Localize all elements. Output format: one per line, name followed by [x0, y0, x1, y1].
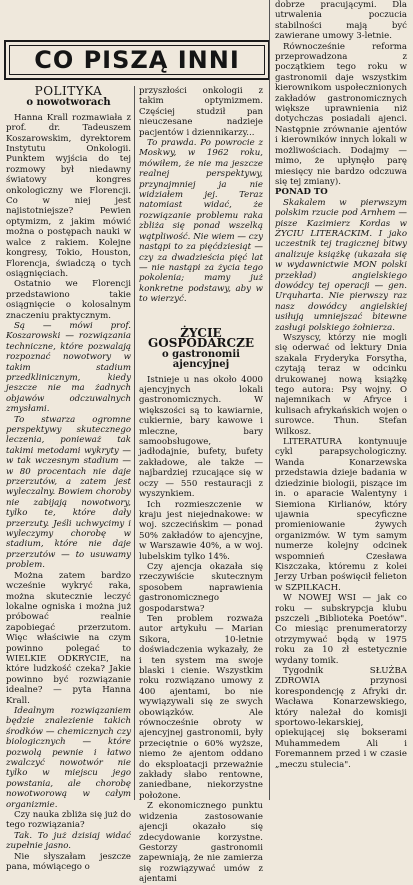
paragraph: Są — mówi prof. Koszarowski — rozwiązania techniczne, które pozwalają rozpoznać nowotwory w takim stadium przedklinicznym, kiedy jeszcze nie ma żadnych objawów odczuwalnych zmysłami. [6, 320, 131, 415]
section-heading-ponad-to: PONAD TO [275, 187, 328, 198]
section-subtitle: o gastronomii ajencyjnej [162, 348, 240, 371]
paragraph: Idealnym rozwiązaniem będzie znalezienie takich środków — chemicznych czy biologicznych — które pozwolą pewnie i łatwo zwalczyć nowotwór nie tylko w miejscu jego powstania, ale chorobę nowotworową w całym organizmie. [6, 705, 131, 810]
paragraph: Czy nauka zbliża się już do tego rozwiązania? [6, 810, 131, 831]
paragraph: Tygodnik SŁUŻBA ZDROWIA przynosi korespondencję z Afryki dr. Wacława Konarzewskiego, który należał do komisji sportowo-lekarskiej, opiekującej się bokserami Muhammedem Ali i Foremannem przed i w czasie „meczu stulecia". [275, 666, 407, 770]
paragraph: Hanna Krall rozmawiała z prof. dr. Tadeuszem Koszarowskim, dyrektorem Instytutu Onkologii. Punktem wyjścia do tej rozmowy był niedawny światowy kongres onkologiczny we Florencji. Co w niej jest najistotniejsze? Pewien optymizm, z jakim mówić można o postępach nauki w walce z rakiem. Kolejne kongresy, Tokio, Houston, Florencja, świadczą o tych osiągnięciach. [6, 112, 131, 279]
section-heading: ŻYCIE GOSPODARCZE [148, 326, 254, 351]
paragraph: Z ekonomicznego punktu widzenia zastosowanie ajencji okazało się zdecydowanie korzystne. Gestorzy gastronomii zapewniają, że nie zamierza się rozwiązywać umów z ajentami [139, 801, 263, 885]
paragraph: Ich rozmieszczenie w kraju jest niejednakowe: w woj. szczecińskim — ponad 50% zakładów to ajencyjne, w Warszawie 40%, a w woj. lubelskim tylko 14%. [139, 499, 263, 562]
paragraph: Istnieje u nas około 4000 ajencyjnych lokali gastronomicznych. W większości są to kawiarnie, cukiernie, bary kawowe i mleczne, bary samoobsługowe, jadłodajnie, bufety, bufety zakładowe, ale także — najbardziej rzucające się w oczy — 550 restauracji z wyszynkiem. [139, 374, 263, 500]
column-rule [269, 0, 270, 800]
paragraph: Można zatem bardzo wcześnie wykryć raka, można skutecznie leczyć lokalne ogniska i można już próbować realnie zapobiegać przerzutom. Więc właściwie na czym powinno polegać to WIELKIE ODKRYCIE, na które ludzkość czeka? Jakie powinno być rozwiązanie idealne? — pyta Hanna Krall. [6, 570, 131, 706]
paragraph: dobrze pracującymi. Dla utrwalenia poczucia stabilności mają być zawierane umowy 3-letnie. [275, 0, 407, 42]
paragraph: Czy ajencja okazała się rzeczywiście skutecznym sposobem naprawienia gastronomicznego gospodarstwa? [139, 561, 263, 614]
masthead-title: CO PISZĄ INNI [34, 46, 240, 74]
column-rule [134, 86, 135, 800]
paragraph: Równocześnie reforma przeprowadzona z początkiem tego roku w gastronomii daje wszystkim kierownikom uspołecznionych zakładów gastronomicznych większe uprawnienia niż dotychczas posiadali ajenci. Następnie zrównanie ajentów i kierowników innych lokali w możliwościach. Dodajmy — mimo, że upłynęło parę miesięcy nie bardzo odczuwa się tej zmiany). [275, 41, 407, 187]
column-politics [6, 84, 131, 873]
paragraph: przyszłości onkologii z takim optymizmem. Częściej studził pan nieuczesane nadzieje pacjentów i dziennikarzy... [139, 86, 263, 138]
column-misc [275, 0, 407, 800]
section-heading: POLITYKA [34, 84, 103, 98]
paragraph: To prawda. Po powrocie z Moskwy, w 1962 roku, mówiłem, że nie ma jeszcze realnej perspektywy, przynajmniej ja nie widziałem jej. Teraz natomiast widać, że rozwiązanie problemu raka zbliża się ponad wszelką wątpliwość. Nie wiem — czy nastąpi to za pięćdziesiąt — czy za dwadzieścia pięć lat — nie nastąpi za życia tego pokolenia; mamy już konkretne podstawy, aby w to wierzyć. [139, 138, 263, 305]
paragraph: Tak. To już dzisiaj widać zupełnie jasno. [6, 830, 131, 852]
paragraph: LITERATURA kontynuuje cykl parapsychologiczny. Wanda Konarzewska przedstawia dzieje badania w dziedzinie biologii, piszące im in. o aparacie Walentyny i Siemiona Kirlianów, który ujawnia specyficzne promieniowanie żywych organizmów. W tym samym numerze kolejny odcinek wspomnień Czesława Kiszczaka, któremu z kolei Jerzy Urban poświęcił felieton w SZPILKACH. [275, 437, 407, 593]
paragraph: Wszyscy, którzy nie mogli się oderwać od lektury Dnia szakala Fryderyka Forsytha, czytają teraz w odcinku drukowanej nową książkę tego autora: Psy wojny. O najemnikach w Afryce i kulisach afrykańskich wojen o surowce. Thun. Stefan Wilkosz. [275, 333, 407, 437]
paragraph: Ostatnio we Florencji przedstawiono takie osiągnięcie o kolosalnym znaczeniu praktycznym. [6, 279, 131, 321]
paragraph: Nie słyszałam jeszcze pana, mówiącego o [6, 851, 131, 873]
paragraph: Skakalem w pierwszym polskim rzucie pod Arnhem — pisze Kazimierz Kordas w ŻYCIU LITERACKIM. I jako uczestnik tej tragicznej bitwy analizuje książkę (ukazała się w wydawnictwie MON polski przekład) angielskiego dowódcy tej operacji — gen. Urquharta. Nie pierwszy raz nasz dowódcy angielskiej usiłują umniejszać bitewne zasługi polskiego żołnierza. [275, 197, 407, 333]
paragraph: W NOWEJ WSI — jak co roku — subskrypcja klubu pszczeli „Biblioteka Poetów". Co miesiąc prenumeratorzy otrzymywać będą w 1975 roku za 10 zł estetycznie wydany tomik. [275, 593, 407, 666]
column-masthead [4, 40, 270, 80]
section-subtitle: o nowotworach [26, 97, 111, 109]
paragraph: To stwarza ogromne perspektywy skutecznego leczenia, ponieważ tak takimi metodami wykryty — w tak wczesnym stadium — w 80 procentach nie daje przerzutów, a zatem jest wyleczalny. Bowiem choroby nie zabijają nowotwory, tylko te, które dały przerzuty. Jeśli uchwycimy i wyleczymy chorobę w stadium, które nie daje przerzutów — to usuwamy problem. [6, 414, 131, 571]
column-economy [139, 326, 263, 885]
paragraph: Ten problem rozważa autor artykułu — Marian Sikora, 10-letnie doświadczenia wykazały, że i ten system ma swoje blaski i cienie. Wszystkim roku rozwiązano umowy z 400 ajentami, bo nie wywiązywali się ze swych obowiązków. Ale równocześnie obroty w ajencyjnej gastronomii, były przeciętnie o 60% wyższe, niemo że ajentom oddano do eksploatacji przeważnie zakłady słabo rentowne, zaniedbane, niekorzystne położone. [139, 613, 263, 801]
